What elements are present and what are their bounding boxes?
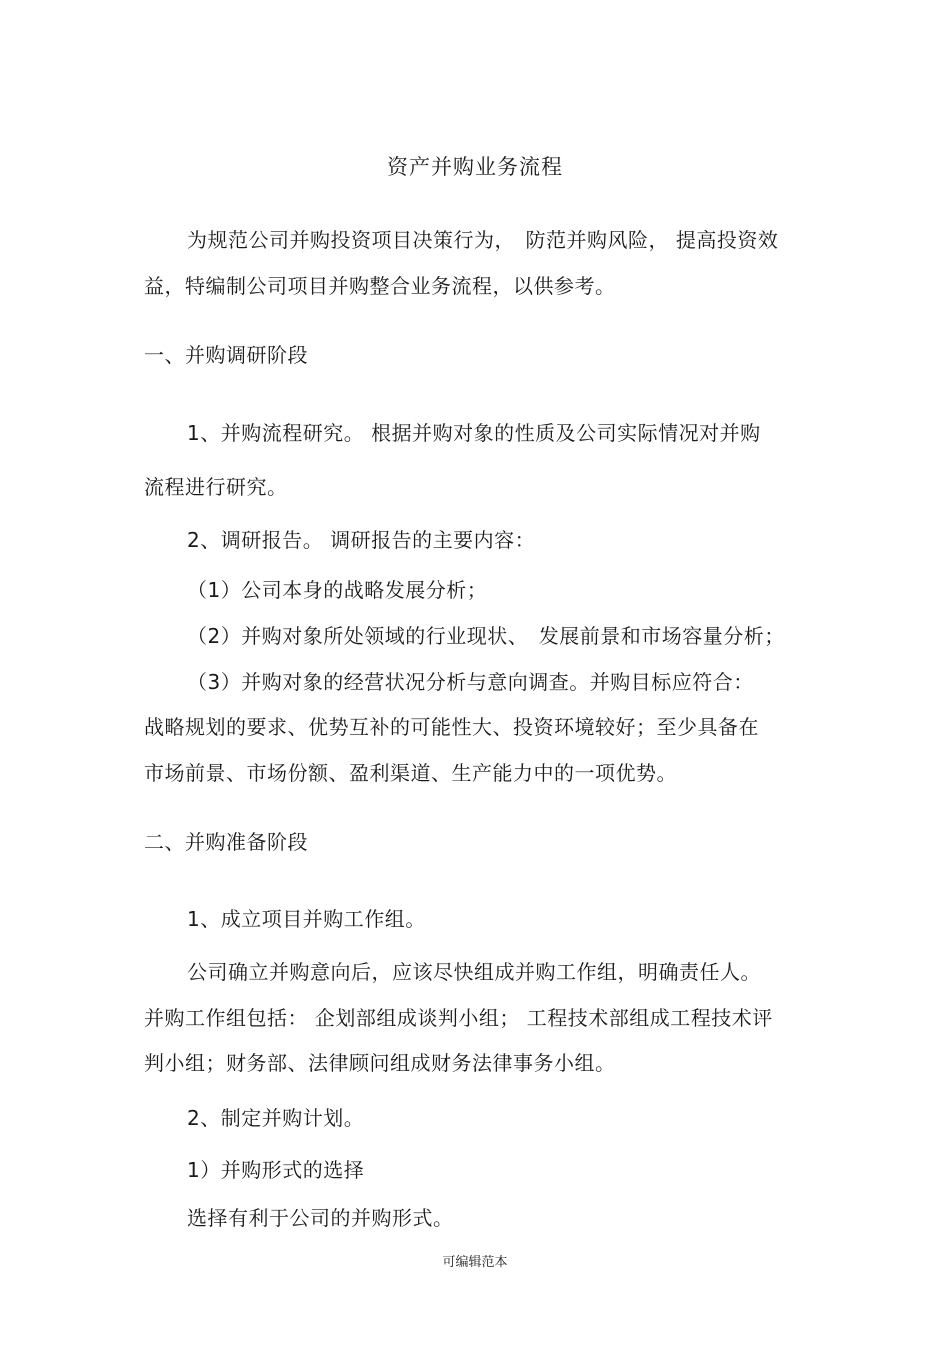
section-1-heading: 一、并购调研阶段: [144, 343, 308, 367]
section-2-para-line-3: 判小组；财务部、法律顾问组成财务法律事务小组。: [144, 1051, 616, 1075]
document-title: 资产并购业务流程: [387, 155, 563, 179]
section-1-sub-3-line-2: 战略规划的要求、优势互补的可能性大、投资环境较好；至少具备在: [144, 715, 759, 739]
section-2-para-line-2: 并购工作组包括： 企划部组成谈判小组； 工程技术部组成工程技术评: [144, 1006, 773, 1030]
section-2-item-1: 1、成立项目并购工作组。: [187, 907, 426, 931]
section-1-sub-2: （2）并购对象所处领域的行业现状、 发展前景和市场容量分析；: [187, 624, 785, 648]
section-2-sub-1-text: 选择有利于公司的并购形式。: [187, 1206, 454, 1230]
section-2-para-line-1: 公司确立并购意向后，应该尽快组成并购工作组，明确责任人。: [187, 960, 761, 984]
section-2-sub-1: 1）并购形式的选择: [187, 1158, 365, 1182]
section-1-item-2: 2、调研报告。 调研报告的主要内容：: [187, 528, 536, 552]
section-1-sub-3-line-3: 市场前景、市场份额、盈利渠道、生产能力中的一项优势。: [144, 761, 677, 785]
intro-line-1: 为规范公司并购投资项目决策行为， 防范并购风险， 提高投资效: [187, 228, 779, 252]
section-1-item-1-line-2: 流程进行研究。: [144, 475, 288, 499]
section-1-item-1-line-1: 1、并购流程研究。 根据并购对象的性质及公司实际情况对并购: [187, 421, 761, 445]
section-1-sub-3-line-1: （3）并购对象的经营状况分析与意向调查。并购目标应符合：: [187, 670, 754, 694]
section-2-heading: 二、并购准备阶段: [144, 830, 308, 854]
section-2-item-2: 2、制定并购计划。: [187, 1106, 365, 1130]
section-1-sub-1: （1）公司本身的战略发展分析；: [187, 578, 488, 602]
intro-line-2: 益，特编制公司项目并购整合业务流程，以供参考。: [144, 274, 616, 298]
page-footer: 可编辑范本: [442, 1255, 508, 1270]
